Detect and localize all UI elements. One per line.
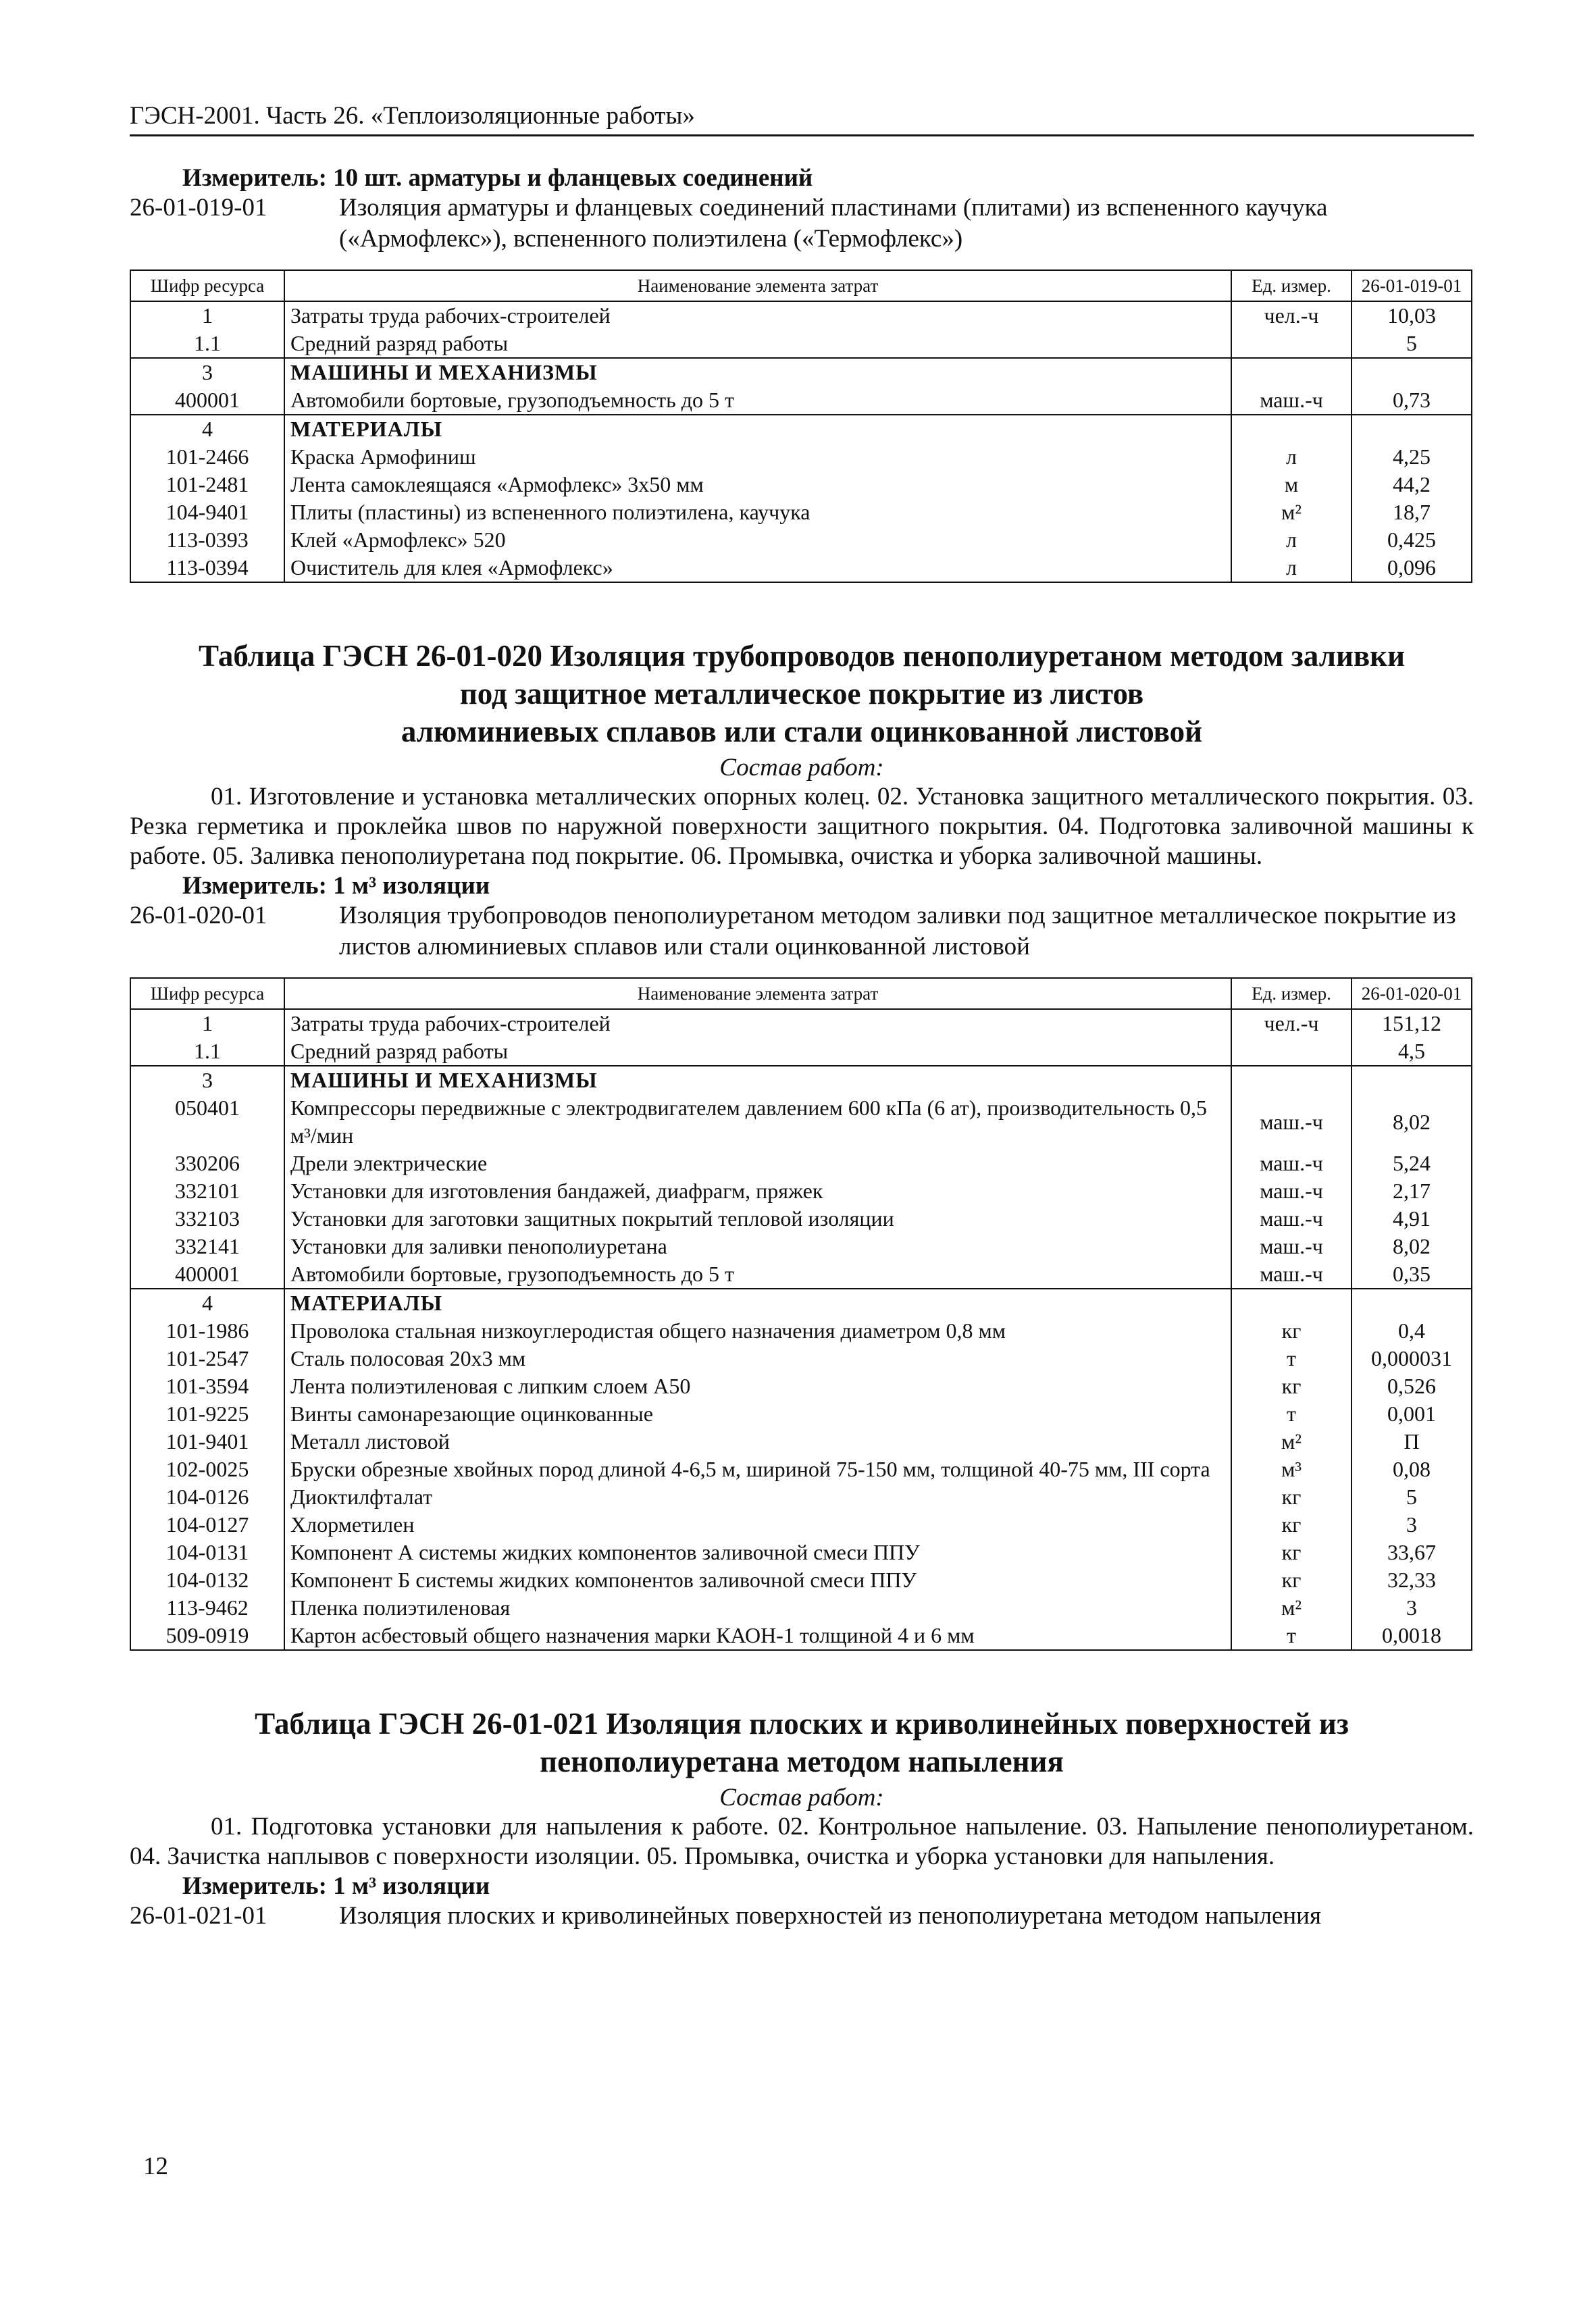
cell-code: 104-0127 (130, 1511, 284, 1539)
table-row (130, 330, 1472, 358)
cell-unit: м² (1231, 1594, 1352, 1622)
cell-unit (1231, 330, 1352, 358)
running-header: ГЭСН-2001. Часть 26. «Теплоизоляционные работы» (130, 101, 1474, 136)
cell-name: Компонент А системы жидких компонентов заливочной смеси ППУ (284, 1539, 1231, 1566)
cell-name: Установки для заготовки защитных покрытий тепловой изоляции (284, 1205, 1231, 1233)
cell-value: 0,73 (1352, 386, 1472, 415)
cell-code: 101-3594 (130, 1372, 284, 1400)
cell-unit: л (1231, 554, 1352, 582)
cell-name: Проволока стальная низкоуглеродистая общего назначения диаметром 0,8 мм (284, 1317, 1231, 1345)
table-row (130, 1428, 1472, 1456)
norm-code: 26-01-020-01 (130, 902, 267, 929)
table-row (130, 498, 1472, 526)
cell-unit: маш.-ч (1231, 1150, 1352, 1177)
work-composition-label: Состав работ: (719, 754, 884, 781)
cell-value: 4,25 (1352, 443, 1472, 471)
cell-value: 0,526 (1352, 1372, 1472, 1400)
cell-value: 2,17 (1352, 1177, 1472, 1205)
cell-unit (1231, 358, 1352, 386)
cell-unit: м³ (1231, 1456, 1352, 1483)
table-row (130, 1372, 1472, 1400)
cell-value (1352, 1289, 1472, 1317)
cell-name: Сталь полосовая 20х3 мм (284, 1345, 1231, 1372)
table-row (130, 471, 1472, 498)
measure-label: Измеритель: 10 шт. арматуры и фланцевых соединений (182, 164, 813, 192)
table-row (130, 1150, 1472, 1177)
cell-value: 0,08 (1352, 1456, 1472, 1483)
cell-name: Винты самонарезающие оцинкованные (284, 1400, 1231, 1428)
work-composition-text: 01. Подготовка установки для напыления к работе. 02. Контрольное напыление. 03. Напыление пенополиуретаном. 04. Зачистка наплывов с поверхности изоляции. 05. Промывка, очистка и уборка установки для напыления. (130, 1813, 1474, 1870)
cell-code: 101-1986 (130, 1317, 284, 1345)
cell-unit: маш.-ч (1231, 1094, 1352, 1150)
table-group-row (130, 358, 1472, 386)
cell-unit: т (1231, 1345, 1352, 1372)
table-row (130, 1566, 1472, 1594)
cell-unit: кг (1231, 1511, 1352, 1539)
table-row (130, 443, 1472, 471)
cell-unit: кг (1231, 1317, 1352, 1345)
table-row (130, 1260, 1472, 1289)
cell-code: 4 (130, 1289, 284, 1317)
table-group-row (130, 1289, 1472, 1317)
cell-value: 5 (1352, 330, 1472, 358)
table-row (130, 554, 1472, 582)
cell-value: 4,5 (1352, 1037, 1472, 1066)
cell-code: 400001 (130, 386, 284, 415)
cell-value: П (1352, 1428, 1472, 1456)
cell-code: 3 (130, 358, 284, 386)
table-row (130, 1094, 1472, 1150)
table-header-row (130, 270, 1472, 301)
cell-unit (1231, 415, 1352, 443)
cell-value: 8,02 (1352, 1094, 1472, 1150)
measure-line (130, 163, 1474, 192)
cell-name: Бруски обрезные хвойных пород длиной 4-6,5 м, шириной 75-150 мм, толщиной 40-75 мм, III сорта (284, 1456, 1231, 1483)
document-page (130, 101, 1474, 1932)
cell-value: 0,0018 (1352, 1622, 1472, 1650)
cell-unit (1231, 1037, 1352, 1066)
norm-code: 26-01-021-01 (130, 1902, 267, 1930)
cell-code: 104-9401 (130, 498, 284, 526)
cell-name: Дрели электрические (284, 1150, 1231, 1177)
norm-code: 26-01-019-01 (130, 194, 267, 222)
table-row (130, 386, 1472, 415)
cell-value: 10,03 (1352, 301, 1472, 330)
cell-value: 33,67 (1352, 1539, 1472, 1566)
cell-name: Пленка полиэтиленовая (284, 1594, 1231, 1622)
cell-value: 8,02 (1352, 1233, 1472, 1260)
cell-name: Компрессоры передвижные с электродвигателем давлением 600 кПа (6 ат), производительность 0,5 м³/мин (284, 1094, 1231, 1150)
cell-name: Автомобили бортовые, грузоподъемность до 5 т (284, 386, 1231, 415)
cell-name: Средний разряд работы (284, 330, 1231, 358)
col-header-value: 26-01-020-01 (1352, 978, 1472, 1009)
cell-name: Установки для заливки пенополиуретана (284, 1233, 1231, 1260)
cell-name: Автомобили бортовые, грузоподъемность до 5 т (284, 1260, 1231, 1289)
cell-code: 330206 (130, 1150, 284, 1177)
cell-code: 101-9401 (130, 1428, 284, 1456)
table-title-line-1: Таблица ГЭСН 26-01-020 Изоляция трубопроводов пенополиуретаном методом заливки (198, 639, 1406, 673)
cell-name: Средний разряд работы (284, 1037, 1231, 1066)
norm-description: Изоляция трубопроводов пенополиуретаном методом заливки под защитное металлическое покрытие из листов алюминиевых сплавов или стали оцинкованной листовой (339, 902, 1456, 960)
cell-value: 32,33 (1352, 1566, 1472, 1594)
measure-label: Измеритель: 1 м³ изоляции (182, 872, 490, 900)
cell-unit: т (1231, 1622, 1352, 1650)
cell-value: 0,4 (1352, 1317, 1472, 1345)
cell-value: 18,7 (1352, 498, 1472, 526)
cell-unit (1231, 1066, 1352, 1094)
cell-value: 0,425 (1352, 526, 1472, 554)
table-title-line-2: пенополиуретана методом напыления (540, 1745, 1064, 1778)
cell-unit: маш.-ч (1231, 1233, 1352, 1260)
cell-code: 509-0919 (130, 1622, 284, 1650)
cell-unit: л (1231, 443, 1352, 471)
cell-value (1352, 358, 1472, 386)
table-row (130, 1317, 1472, 1345)
table-row (130, 1345, 1472, 1372)
col-header-unit: Ед. измер. (1231, 978, 1352, 1009)
norm-description: Изоляция плоских и криволинейных поверхностей из пенополиуретана методом напыления (339, 1902, 1321, 1930)
table-title-line-1: Таблица ГЭСН 26-01-021 Изоляция плоских и криволинейных поверхностей из (255, 1707, 1349, 1741)
table-row (130, 1037, 1472, 1066)
cell-unit: чел.-ч (1231, 1009, 1352, 1037)
norm-description: Изоляция арматуры и фланцевых соединений пластинами (плитами) из вспененного каучука («Армофлекс»), вспененного полиэтилена («Термофлекс») (339, 194, 1328, 253)
cell-value: 0,001 (1352, 1400, 1472, 1428)
cell-name: Затраты труда рабочих-строителей (284, 301, 1231, 330)
cell-name: Картон асбестовый общего назначения марки КАОН-1 толщиной 4 и 6 мм (284, 1622, 1231, 1650)
cell-unit: маш.-ч (1231, 386, 1352, 415)
col-header-value: 26-01-019-01 (1352, 270, 1472, 301)
table-row (130, 1483, 1472, 1511)
work-composition-text: 01. Изготовление и установка металлических опорных колец. 02. Установка защитного металлического покрытия. 03. Резка герметика и проклейка швов по наружной поверхности защитного покрытия. 04. Подготовка заливочной машины к работе. 05. Заливка пенополиуретана под покрытие. 06. Промывка, очистка и уборка заливочной машины. (130, 783, 1474, 870)
cell-code: 1.1 (130, 330, 284, 358)
cell-unit: кг (1231, 1539, 1352, 1566)
table-body (130, 301, 1472, 582)
table-020-title (130, 637, 1474, 750)
table-header-row (130, 978, 1472, 1009)
cell-unit: кг (1231, 1483, 1352, 1511)
cell-code: 332141 (130, 1233, 284, 1260)
cell-name: Краска Армофиниш (284, 443, 1231, 471)
cell-value: 5,24 (1352, 1150, 1472, 1177)
cell-name: Хлорметилен (284, 1511, 1231, 1539)
cell-name: МАШИНЫ И МЕХАНИЗМЫ (284, 1066, 1231, 1094)
table-row (130, 1456, 1472, 1483)
cell-unit: л (1231, 526, 1352, 554)
measure-label: Измеритель: 1 м³ изоляции (182, 1872, 490, 1900)
cell-value: 0,096 (1352, 554, 1472, 582)
cell-name: Плиты (пластины) из вспененного полиэтилена, каучука (284, 498, 1231, 526)
norm-header (130, 900, 1474, 962)
table-row (130, 301, 1472, 330)
cell-name: Диоктилфталат (284, 1483, 1231, 1511)
table-row (130, 1400, 1472, 1428)
cell-unit: маш.-ч (1231, 1205, 1352, 1233)
cell-code: 102-0025 (130, 1456, 284, 1483)
cell-code: 113-0394 (130, 554, 284, 582)
col-header-code: Шифр ресурса (130, 270, 284, 301)
cell-code: 113-9462 (130, 1594, 284, 1622)
cell-unit: маш.-ч (1231, 1177, 1352, 1205)
measure-line (130, 1872, 1474, 1901)
cell-code: 104-0132 (130, 1566, 284, 1594)
cell-unit: кг (1231, 1566, 1352, 1594)
cell-code: 400001 (130, 1260, 284, 1289)
col-header-unit: Ед. измер. (1231, 270, 1352, 301)
cell-value: 3 (1352, 1511, 1472, 1539)
cell-code: 1 (130, 1009, 284, 1037)
cell-code: 104-0126 (130, 1483, 284, 1511)
cell-name: Лента самоклеящаяся «Армофлекс» 3х50 мм (284, 471, 1231, 498)
table-row (130, 1233, 1472, 1260)
table-021-title (130, 1705, 1474, 1780)
cell-code: 113-0393 (130, 526, 284, 554)
cell-unit: т (1231, 1400, 1352, 1428)
col-header-name: Наименование элемента затрат (284, 270, 1231, 301)
table-row (130, 526, 1472, 554)
cell-unit (1231, 1289, 1352, 1317)
cell-code: 1 (130, 301, 284, 330)
table-row (130, 1205, 1472, 1233)
cell-unit: кг (1231, 1372, 1352, 1400)
table-row (130, 1594, 1472, 1622)
table-row (130, 1622, 1472, 1650)
cell-code: 1.1 (130, 1037, 284, 1066)
page-number: 12 (143, 2153, 168, 2180)
col-header-name: Наименование элемента затрат (284, 978, 1231, 1009)
resource-table-019 (130, 269, 1472, 583)
table-row (130, 1539, 1472, 1566)
table-group-row (130, 1066, 1472, 1094)
cell-name: Компонент Б системы жидких компонентов заливочной смеси ППУ (284, 1566, 1231, 1594)
cell-name: Затраты труда рабочих-строителей (284, 1009, 1231, 1037)
cell-name: Лента полиэтиленовая с липким слоем А50 (284, 1372, 1231, 1400)
table-group-row (130, 415, 1472, 443)
cell-code: 101-9225 (130, 1400, 284, 1428)
table-title-line-3: алюминиевых сплавов или стали оцинкованной листовой (401, 715, 1203, 748)
work-composition-label: Состав работ: (719, 1784, 884, 1811)
cell-value: 0,000031 (1352, 1345, 1472, 1372)
cell-name: Клей «Армофлекс» 520 (284, 526, 1231, 554)
cell-name: МАТЕРИАЛЫ (284, 415, 1231, 443)
cell-code: 050401 (130, 1094, 284, 1150)
cell-code: 101-2466 (130, 443, 284, 471)
cell-name: Очиститель для клея «Армофлекс» (284, 554, 1231, 582)
cell-name: Металл листовой (284, 1428, 1231, 1456)
cell-unit: м (1231, 471, 1352, 498)
cell-unit: м² (1231, 498, 1352, 526)
table-body (130, 1009, 1472, 1650)
cell-value: 0,35 (1352, 1260, 1472, 1289)
cell-value: 3 (1352, 1594, 1472, 1622)
cell-unit: чел.-ч (1231, 301, 1352, 330)
table-title-line-2: под защитное металлическое покрытие из листов (459, 677, 1144, 711)
col-header-code: Шифр ресурса (130, 978, 284, 1009)
cell-code: 101-2481 (130, 471, 284, 498)
cell-code: 332103 (130, 1205, 284, 1233)
table-row (130, 1511, 1472, 1539)
table-row (130, 1009, 1472, 1037)
cell-unit: маш.-ч (1231, 1260, 1352, 1289)
cell-name: МАТЕРИАЛЫ (284, 1289, 1231, 1317)
cell-code: 332101 (130, 1177, 284, 1205)
cell-value: 151,12 (1352, 1009, 1472, 1037)
cell-value (1352, 415, 1472, 443)
table-row (130, 1177, 1472, 1205)
cell-unit: м² (1231, 1428, 1352, 1456)
cell-name: Установки для изготовления бандажей, диафрагм, пряжек (284, 1177, 1231, 1205)
norm-header (130, 192, 1474, 255)
cell-name: МАШИНЫ И МЕХАНИЗМЫ (284, 358, 1231, 386)
cell-code: 4 (130, 415, 284, 443)
cell-value: 5 (1352, 1483, 1472, 1511)
cell-value (1352, 1066, 1472, 1094)
cell-value: 4,91 (1352, 1205, 1472, 1233)
cell-code: 104-0131 (130, 1539, 284, 1566)
measure-line (130, 871, 1474, 900)
cell-value: 44,2 (1352, 471, 1472, 498)
resource-table-020 (130, 977, 1472, 1651)
cell-code: 101-2547 (130, 1345, 284, 1372)
cell-code: 3 (130, 1066, 284, 1094)
norm-header (130, 1901, 1474, 1932)
